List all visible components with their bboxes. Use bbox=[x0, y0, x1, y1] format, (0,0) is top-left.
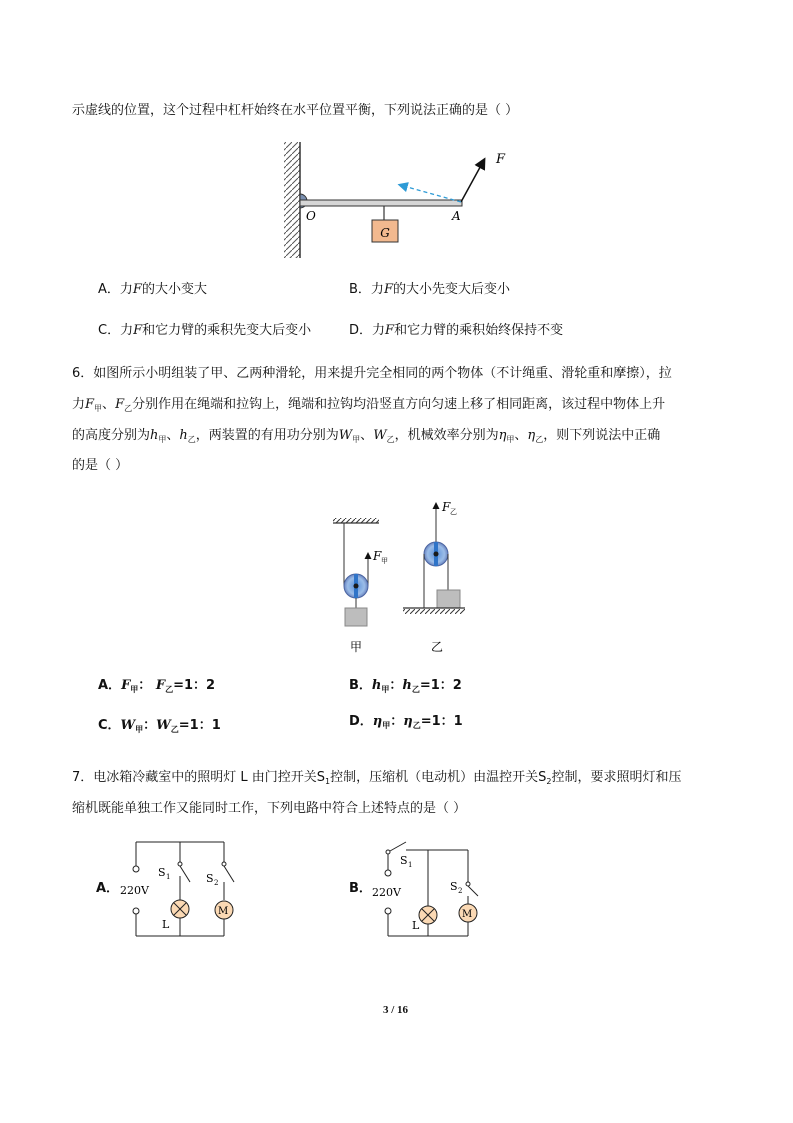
svg-text:1: 1 bbox=[408, 861, 413, 869]
q5-option-c: C．力F和它力臂的乘积先变大后变小 bbox=[98, 323, 312, 338]
q6-line3: 的高度分别为$h_甲$、$h_乙$，两装置的有用功分别为$W_甲$、$W_乙$，机械效率分别为$\eta_甲$、$\eta_乙$，则下列说法中正确 bbox=[72, 428, 661, 444]
pulley-figure bbox=[325, 494, 475, 658]
svg-text:S: S bbox=[158, 866, 166, 879]
svg-text:甲: 甲 bbox=[381, 557, 388, 565]
label-yi: 乙 bbox=[431, 640, 444, 654]
lever-figure bbox=[280, 136, 520, 264]
svg-text:220V: 220V bbox=[372, 886, 401, 899]
svg-text:2: 2 bbox=[214, 879, 219, 887]
q7-line2: 缩机既能单独工作又能同时工作，下列电路中符合上述特点的是（ ） bbox=[72, 801, 467, 816]
svg-text:M: M bbox=[462, 909, 473, 920]
q7-option-b-letter: B． bbox=[349, 881, 372, 896]
label-f: F bbox=[496, 152, 506, 167]
q5-option-a: A．力F的大小变大 bbox=[98, 282, 207, 297]
circuit-a bbox=[118, 836, 243, 942]
label-jia: 甲 bbox=[350, 640, 363, 654]
label-o: O bbox=[306, 209, 316, 223]
q5-option-b: B．力F的大小先变大后变小 bbox=[349, 282, 510, 297]
q7-option-a-letter: A． bbox=[96, 881, 120, 896]
svg-text:220V: 220V bbox=[120, 884, 149, 897]
page-number: 3 / 16 bbox=[383, 1004, 409, 1016]
q6-line1: 6．如图所示小明组装了甲、乙两种滑轮，用来提升完全相同的两个物体（不计绳重、滑轮重和摩擦），拉 bbox=[72, 366, 672, 381]
wall bbox=[284, 142, 300, 258]
q6-option-b: B．$h_甲$：$h_乙=1$：2 bbox=[349, 678, 462, 694]
svg-text:F: F bbox=[373, 549, 382, 563]
q5-option-d: D．力F和它力臂的乘积始终保持不变 bbox=[349, 323, 564, 338]
q6-line4: 的是（ ） bbox=[72, 458, 129, 473]
q6-option-d: D．$\eta_甲$：$\eta_乙=1$：1 bbox=[349, 714, 463, 730]
q6-line2: 力$F_甲$、$F_乙$分别作用在绳端和拉钩上，绳端和拉钩均沿竖直方向匀速上移了相同距离，该过程中物体上升 bbox=[72, 397, 666, 413]
q6-option-a: A．$F_甲$： $F_乙=1$：2 bbox=[98, 678, 216, 694]
q7-line1: 7．电冰箱冷藏室中的照明灯 L 由门控开关$S_1$控制，压缩机（电动机）由温控开关$S_2$控制，要求照明灯和压 bbox=[72, 770, 682, 786]
q5-intro: 示虚线的位置，这个过程中杠杆始终在水平位置平衡，下列说法正确的是（ ） bbox=[72, 103, 519, 118]
circuit-b bbox=[370, 838, 495, 942]
block-jia bbox=[345, 608, 367, 626]
svg-text:L: L bbox=[162, 918, 170, 931]
svg-text:S: S bbox=[206, 872, 214, 885]
lever-bar bbox=[300, 200, 462, 206]
label-g: G bbox=[380, 226, 390, 240]
force-arrow bbox=[461, 160, 484, 202]
label-a: A bbox=[452, 209, 461, 223]
svg-text:M: M bbox=[218, 906, 229, 917]
svg-text:S: S bbox=[450, 880, 458, 893]
svg-text:L: L bbox=[412, 919, 420, 932]
svg-text:S: S bbox=[400, 854, 408, 867]
q6-option-c: C．$W_甲$：$W_乙=1$：1 bbox=[98, 718, 221, 734]
svg-text:F: F bbox=[442, 500, 451, 514]
dashed-force-arrow bbox=[400, 185, 461, 202]
svg-text:2: 2 bbox=[458, 887, 463, 895]
svg-text:乙: 乙 bbox=[450, 508, 457, 516]
block-yi bbox=[437, 590, 460, 608]
svg-text:1: 1 bbox=[166, 873, 171, 881]
